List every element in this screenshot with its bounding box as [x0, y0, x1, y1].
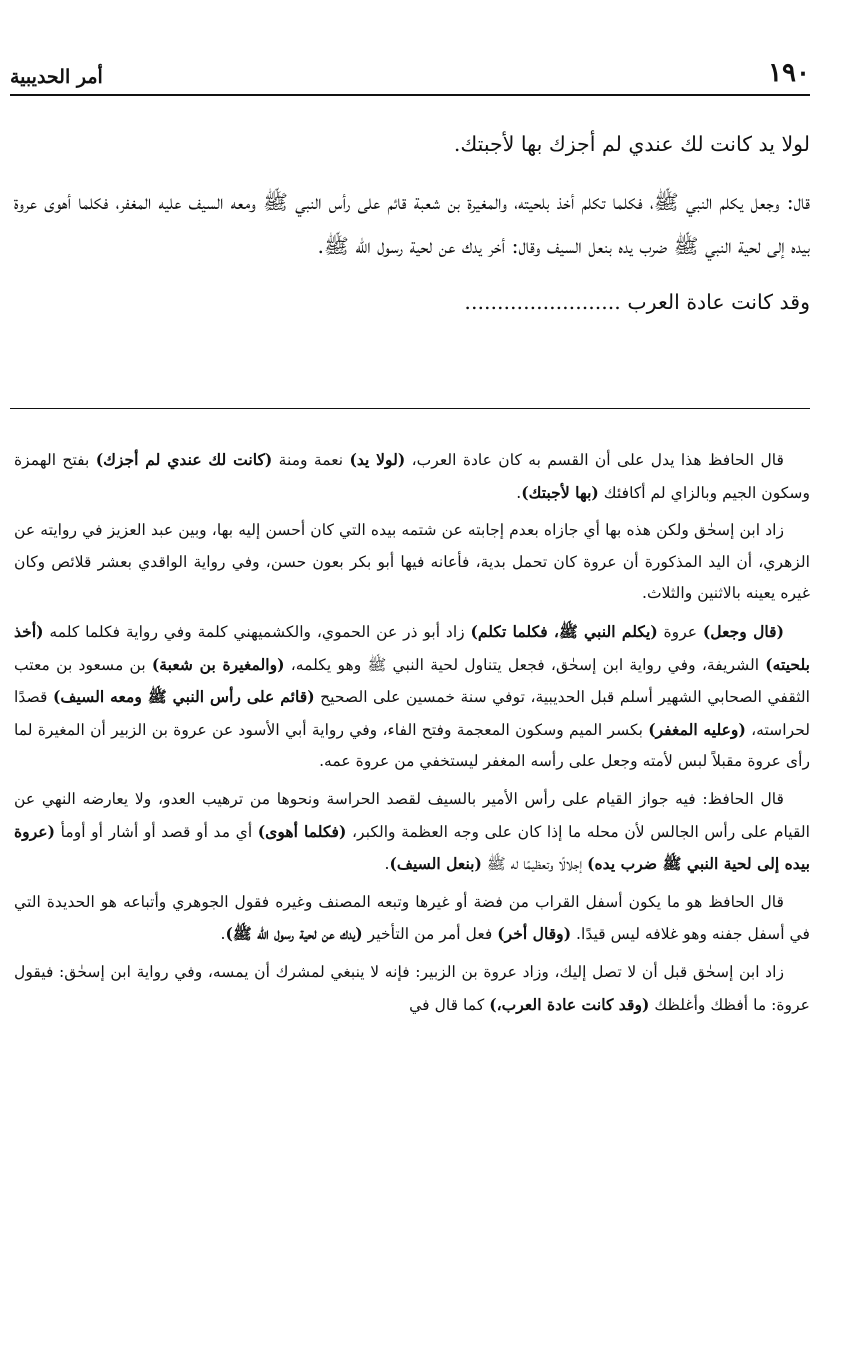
quoted-phrase: (يكلم النبي ﷺ، فكلما تكلم): [470, 621, 658, 641]
commentary-paragraph: [14, 616, 810, 778]
commentary-text: الشريفة، وفي رواية ابن إسحٰق، فجعل يتناول لحية النبي ﷺ وهو يكلمه،: [284, 655, 766, 674]
quoted-phrase: (وعليه المغفر): [648, 719, 746, 739]
running-title: أمر الحديبية: [10, 66, 103, 88]
commentary-text: قال الحافظ هو ما يكون أسفل القراب من فضة أو غيرها وتبعه المصنف وغيره فقول الجوهري وأتباعه هو الحديدة التي في أسفل جفنه وهو غلافه ليس قيدًا.: [14, 892, 810, 944]
quoted-phrase: (والمغيرة بن شعبة): [151, 654, 285, 674]
main-paragraph-continued: [14, 280, 810, 324]
commentary-text: .: [384, 855, 390, 874]
commentary-text: .: [220, 925, 226, 944]
quoted-phrase: (لولا يد): [349, 450, 406, 469]
quoted-phrase: (كانت لك عندي لم أجزك): [95, 450, 273, 469]
commentary-text: نعمة ومنة: [272, 451, 350, 469]
commentary-text: زاد أبو ذر عن الحموي، والكشميهني كلمة وفي رواية فكلما كلمه: [43, 622, 471, 641]
main-paragraph: قال: وجعل يكلم النبي ﷺ، فكلما تكلم أخذ بلحيته، والمغيرة بن شعبة قائم على رأس النبي ﷺ ومعه السيف عليه المغفر، فكلما أهوى عروة بيده إلى لحية النبي ﷺ ضرب يده بنعل السيف وقال: أخر يدك عن لحية رسول الله ﷺ.: [14, 190, 810, 258]
commentary-text: أي مد أو قصد أو أشار أو أومأ: [55, 822, 258, 841]
commentary-text: بفتح الهمزة وسكون الجيم وبالزاي لم أكافئك: [14, 451, 810, 502]
commentary-text: إجلالًا وتعظيمًا له ﷺ: [481, 855, 588, 874]
quoted-phrase: (أخذ بلحيته): [14, 621, 810, 674]
quoted-phrase: (فكلما أهوى): [257, 821, 347, 841]
main-paragraph-text: وقد كانت عادة العرب: [627, 290, 810, 314]
commentary-text: كما قال في: [409, 995, 490, 1014]
commentary-paragraph: [14, 444, 810, 509]
quoted-phrase: (قال وجعل): [702, 621, 784, 641]
quoted-phrase: (قائم على رأس النبي ﷺ ومعه السيف): [52, 687, 315, 707]
page-header: [10, 52, 810, 96]
commentary-text: بن مسعود بن معتب الثقفي الصحابي الشهير أسلم قبل الحديبية، توفي سنة خمسين على الصحيح: [14, 655, 810, 707]
quoted-phrase: (بها لأجبتك): [521, 482, 599, 502]
commentary-paragraph: [14, 887, 810, 951]
quoted-phrase: (يدك عن لحية رسول الله ﷺ): [225, 924, 363, 944]
quoted-phrase: (عروة بيده إلى لحية النبي ﷺ ضرب يده): [14, 821, 810, 874]
commentary-text: زاد ابن إسحٰق ولكن هذه بها أي جازاه بعدم إجابته عن شتمه بيده التي كان أحسن إليه بها، وبين عبد العزيز في روايته عن الزهري، أن اليد المذكورة أن عروة كان تحمل بدية، فأعانه فيها أبو بكر بعون حسن، وفي رواية الواقدي بعشر قلائص وكان غيره يعينه بالاثنين والثلاث.: [14, 521, 810, 603]
commentary-text: زاد ابن إسحٰق قبل أن لا تصل إليك، وزاد عروة بن الزبير: فإنه لا ينبغي لمشرك أن يمسه، وفي رواية ابن إسحٰق: فيقول عروة: ما أفظك وأغلظك: [14, 962, 810, 1014]
main-paragraph: لولا يد كانت لك عندي لم أجزك بها لأجبتك.: [453, 132, 810, 156]
commentary-divider: [10, 408, 810, 409]
commentary-paragraph: [14, 957, 810, 1021]
commentary-text: قال الحافظ: فيه جواز القيام على رأس الأمير بالسيف لقصد الحراسة ونحوها من ترهيب العدو، ولا يعارضه النهي عن القيام على رأس الجالس لأن محله ما إذا كان على وجه العظمة والكبر،: [14, 789, 810, 841]
commentary-section: [14, 444, 810, 1027]
commentary-paragraph: [14, 515, 810, 610]
commentary-text: بكسر الميم وسكون المعجمة وفتح الفاء، وفي رواية أبي الأسود عن عروة بن الزبير أن المغيرة لما رأى عروة مقبلاً لبس لأمته وجعل على رأسه المغفر ليستخفي من عروة عمه.: [14, 720, 810, 771]
quoted-phrase: (وقال أخر): [497, 924, 572, 944]
main-text: [14, 122, 810, 328]
commentary-text: فعل أمر من التأخير: [362, 925, 498, 944]
commentary-text: قال الحافظ هذا يدل على أن القسم به كان عادة العرب،: [405, 451, 784, 469]
commentary-text: .: [516, 483, 522, 502]
commentary-paragraph: [14, 784, 810, 881]
quoted-phrase: (وقد كانت عادة العرب،): [489, 994, 650, 1014]
commentary-text: قصدًا لحراسته،: [14, 688, 811, 739]
page-number: ١٩٠: [768, 58, 810, 88]
quoted-phrase: (بنعل السيف): [389, 854, 482, 874]
commentary-text: عروة: [657, 622, 703, 641]
ellipsis-dots: ........................: [464, 290, 621, 314]
